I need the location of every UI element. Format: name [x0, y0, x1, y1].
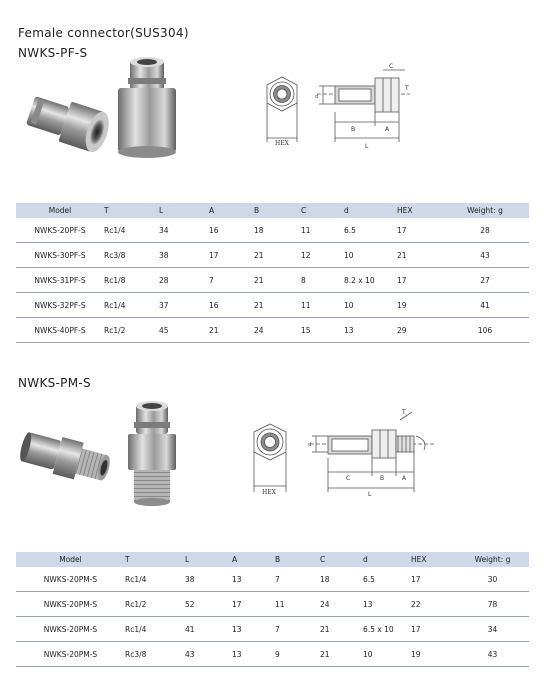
- cell-t: Rc1/4: [104, 293, 159, 318]
- cell-b: 21: [254, 268, 301, 293]
- dim-c-label: C: [346, 475, 351, 482]
- cell-b: 24: [254, 318, 301, 343]
- table-row: [16, 592, 529, 617]
- cell-hex: 17: [397, 268, 441, 293]
- col-t: T: [125, 552, 185, 567]
- model-series-pm: NWKS-PM-S: [18, 376, 91, 390]
- female-connector-drawing: [255, 56, 415, 152]
- cell-weight: 27: [441, 268, 529, 293]
- cell-weight: 43: [456, 642, 529, 667]
- col-model: Model: [16, 203, 104, 218]
- col-weight: Weight: g: [456, 552, 529, 567]
- col-c: C: [320, 552, 363, 567]
- cell-d: 13: [344, 318, 397, 343]
- cell-model: NWKS-31PF-S: [16, 268, 104, 293]
- cell-l: 45: [159, 318, 209, 343]
- dim-a-label: A: [402, 475, 407, 482]
- cell-weight: 106: [441, 318, 529, 343]
- cell-c: 8: [301, 268, 344, 293]
- cell-model: NWKS-20PF-S: [16, 218, 104, 243]
- col-d: d: [344, 203, 397, 218]
- male-connector-photo: [18, 392, 188, 512]
- cell-t: Rc1/2: [125, 592, 185, 617]
- cell-model: NWKS-32PF-S: [16, 293, 104, 318]
- col-a: A: [232, 552, 275, 567]
- cell-l: 37: [159, 293, 209, 318]
- cell-hex: 17: [411, 617, 456, 642]
- cell-t: Rc1/4: [125, 617, 185, 642]
- cell-a: 13: [232, 642, 275, 667]
- cell-model: NWKS-20PM-S: [16, 592, 125, 617]
- col-l: L: [159, 203, 209, 218]
- cell-d: 13: [363, 592, 411, 617]
- cell-d: 6.5 x 10: [363, 617, 411, 642]
- dim-b-label: B: [351, 126, 356, 133]
- table-row: [16, 642, 529, 667]
- cell-d: 8.2 x 10: [344, 268, 397, 293]
- dim-l-label: L: [365, 143, 369, 150]
- pf-spec-table: [16, 203, 529, 343]
- col-b: B: [254, 203, 301, 218]
- cell-hex: 19: [411, 642, 456, 667]
- dim-c-label: C: [389, 63, 394, 70]
- table-row: [16, 268, 529, 293]
- col-a: A: [209, 203, 254, 218]
- cell-l: 28: [159, 268, 209, 293]
- col-hex: HEX: [397, 203, 441, 218]
- cell-l: 43: [185, 642, 232, 667]
- cell-t: Rc1/2: [104, 318, 159, 343]
- dim-t-label: T: [405, 85, 409, 92]
- cell-a: 13: [232, 567, 275, 592]
- cell-d: 6.5: [344, 218, 397, 243]
- cell-a: 7: [209, 268, 254, 293]
- cell-c: 21: [320, 642, 363, 667]
- dim-hex-label: HEX: [275, 140, 289, 147]
- model-series-pf: NWKS-PF-S: [18, 46, 88, 60]
- cell-weight: 28: [441, 218, 529, 243]
- cell-c: 15: [301, 318, 344, 343]
- col-weight: Weight: g: [441, 203, 529, 218]
- col-b: B: [275, 552, 320, 567]
- cell-c: 11: [301, 218, 344, 243]
- cell-b: 7: [275, 617, 320, 642]
- dim-a-label: A: [385, 126, 390, 133]
- cell-model: NWKS-20PM-S: [16, 617, 125, 642]
- table-row: [16, 218, 529, 243]
- col-l: L: [185, 552, 232, 567]
- table-row: [16, 243, 529, 268]
- col-d: d: [363, 552, 411, 567]
- table-header-row: [16, 203, 529, 218]
- cell-b: 21: [254, 293, 301, 318]
- cell-hex: 29: [397, 318, 441, 343]
- cell-l: 34: [159, 218, 209, 243]
- cell-weight: 43: [441, 243, 529, 268]
- table-row: [16, 318, 529, 343]
- cell-weight: 34: [456, 617, 529, 642]
- cell-l: 52: [185, 592, 232, 617]
- cell-hex: 17: [397, 218, 441, 243]
- dim-t-label: T: [402, 409, 406, 416]
- cell-d: 10: [344, 243, 397, 268]
- table-row: [16, 567, 529, 592]
- cell-t: Rc1/8: [104, 268, 159, 293]
- cell-a: 13: [232, 617, 275, 642]
- col-c: C: [301, 203, 344, 218]
- cell-model: NWKS-30PF-S: [16, 243, 104, 268]
- cell-d: 6.5: [363, 567, 411, 592]
- cell-b: 7: [275, 567, 320, 592]
- table-header-row: [16, 552, 529, 567]
- cell-hex: 19: [397, 293, 441, 318]
- cell-b: 18: [254, 218, 301, 243]
- cell-c: 24: [320, 592, 363, 617]
- col-hex: HEX: [411, 552, 456, 567]
- cell-weight: 41: [441, 293, 529, 318]
- cell-weight: 78: [456, 592, 529, 617]
- dim-d-label: d: [308, 442, 312, 448]
- dim-b-label: B: [380, 475, 385, 482]
- dim-hex-label: HEX: [262, 489, 276, 496]
- female-connector-photo: [18, 54, 188, 164]
- cell-model: NWKS-20PM-S: [16, 567, 125, 592]
- cell-weight: 30: [456, 567, 529, 592]
- cell-c: 12: [301, 243, 344, 268]
- col-model: Model: [16, 552, 125, 567]
- pm-spec-table: [16, 552, 529, 667]
- cell-t: Rc1/4: [104, 218, 159, 243]
- cell-hex: 22: [411, 592, 456, 617]
- cell-a: 17: [209, 243, 254, 268]
- cell-c: 18: [320, 567, 363, 592]
- male-connector-drawing: [240, 406, 440, 498]
- cell-c: 21: [320, 617, 363, 642]
- cell-d: 10: [363, 642, 411, 667]
- cell-t: Rc3/8: [125, 642, 185, 667]
- cell-a: 16: [209, 218, 254, 243]
- cell-l: 38: [159, 243, 209, 268]
- cell-l: 38: [185, 567, 232, 592]
- cell-hex: 21: [397, 243, 441, 268]
- cell-model: NWKS-20PM-S: [16, 642, 125, 667]
- dim-l-label: L: [368, 491, 372, 498]
- cell-hex: 17: [411, 567, 456, 592]
- cell-a: 16: [209, 293, 254, 318]
- cell-l: 41: [185, 617, 232, 642]
- cell-t: Rc3/8: [104, 243, 159, 268]
- table-row: [16, 617, 529, 642]
- section-title: Female connector(SUS304): [18, 26, 189, 40]
- cell-t: Rc1/4: [125, 567, 185, 592]
- cell-b: 21: [254, 243, 301, 268]
- cell-a: 21: [209, 318, 254, 343]
- cell-b: 11: [275, 592, 320, 617]
- cell-a: 17: [232, 592, 275, 617]
- dim-d-label: d: [315, 94, 319, 100]
- cell-b: 9: [275, 642, 320, 667]
- col-t: T: [104, 203, 159, 218]
- table-row: [16, 293, 529, 318]
- cell-model: NWKS-40PF-S: [16, 318, 104, 343]
- cell-c: 11: [301, 293, 344, 318]
- cell-d: 10: [344, 293, 397, 318]
